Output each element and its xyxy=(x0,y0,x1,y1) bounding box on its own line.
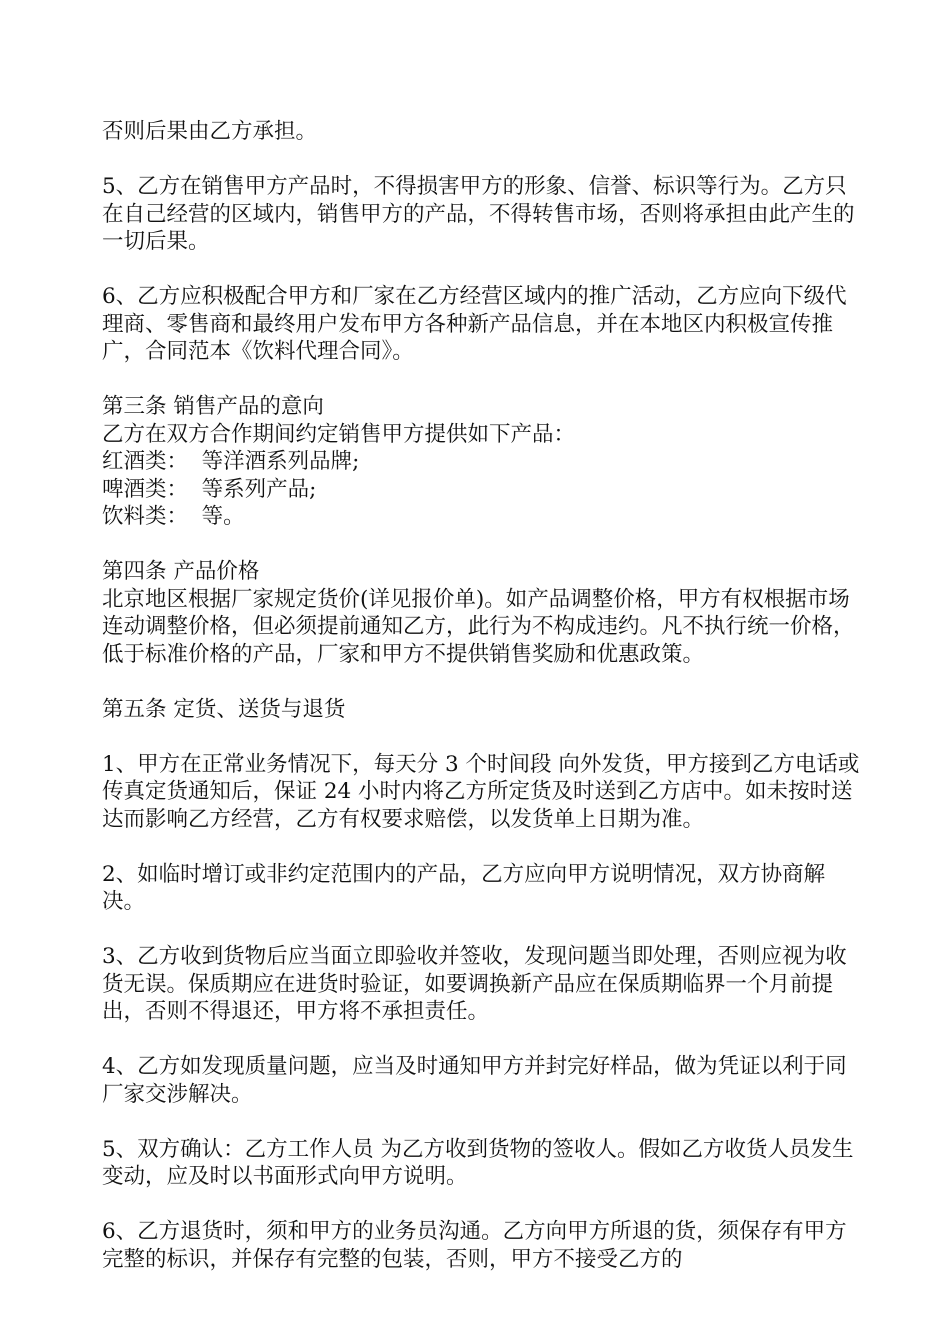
clause-6-promotion: 6、乙方应积极配合甲方和厂家在乙方经营区域内的推广活动，乙方应向下级代理商、零售商和最终用户发布甲方各种新产品信息，并在本地区内积极宣传推广，合同范本《饮料代理合同》。 xyxy=(102,284,847,364)
article-4-body: 北京地区根据厂家规定货价(详见报价单)。如产品调整价格，甲方有权根据市场连动调整价格，但必须提前通知乙方，此行为不构成违约。凡不执行统一价格，低于标准价格的产品，厂家和甲方不提供销售奖励和优惠政策。 xyxy=(102,586,855,667)
article-4-title: 第四条 产品价格 xyxy=(102,559,260,584)
article-5-clause-4: 4、乙方如发现质量问题，应当及时通知甲方并封完好样品，做为凭证以利于同厂家交涉解决。 xyxy=(102,1054,847,1107)
document-body xyxy=(102,118,862,1273)
article-5-title: 第五条 定货、送货与退货 xyxy=(102,696,346,722)
article-3-item-beverage: 饮料类： 等。 xyxy=(102,504,245,529)
article-5-clause-2: 2、如临时增订或非约定范围内的产品，乙方应向甲方说明情况，双方协商解决。 xyxy=(102,861,826,914)
clause-5-brand-image: 5、乙方在销售甲方产品时，不得损害甲方的形象、信誉、标识等行为。乙方只在自己经营的区域内，销售甲方的产品，不得转售市场，否则将承担由此产生的一切后果。 xyxy=(102,174,855,254)
article-5-clause-5: 5、双方确认：乙方工作人员 为乙方收到货物的签收人。假如乙方收货人员发生变动，应及时以书面形式向甲方说明。 xyxy=(102,1136,854,1189)
article-5-clause-6: 6、乙方退货时，须和甲方的业务员沟通。乙方向甲方所退的货，须保存有甲方完整的标识，并保存有完整的包装，否则，甲方不接受乙方的 xyxy=(102,1219,847,1272)
article-3-intro: 乙方在双方合作期间约定销售甲方提供如下产品： xyxy=(102,421,576,447)
article-3-item-wine: 红酒类： 等洋酒系列品牌; xyxy=(102,449,360,474)
article-5-clause-1: 1、甲方在正常业务情况下，每天分 3 个时间段 向外发货，甲方接到乙方电话或传真定货通知后，保证 24 小时内将乙方所定货及时送到乙方店中。如未按时送达而影响乙方经营，乙方有权要求赔偿，以发货单上日期为准。 xyxy=(102,751,860,832)
article-3-item-beer: 啤酒类： 等系列产品; xyxy=(102,476,317,502)
article-5-clause-3: 3、乙方收到货物后应当面立即验收并签收，发现问题当即处理，否则应视为收货无误。保质期应在进货时验证，如要调换新产品应在保质期临界一个月前提出，否则不得退还，甲方将不承担责任。 xyxy=(102,944,847,1024)
paragraph-consequence: 否则后果由乙方承担。 xyxy=(102,119,318,144)
article-3-title: 第三条 销售产品的意向 xyxy=(102,394,324,419)
